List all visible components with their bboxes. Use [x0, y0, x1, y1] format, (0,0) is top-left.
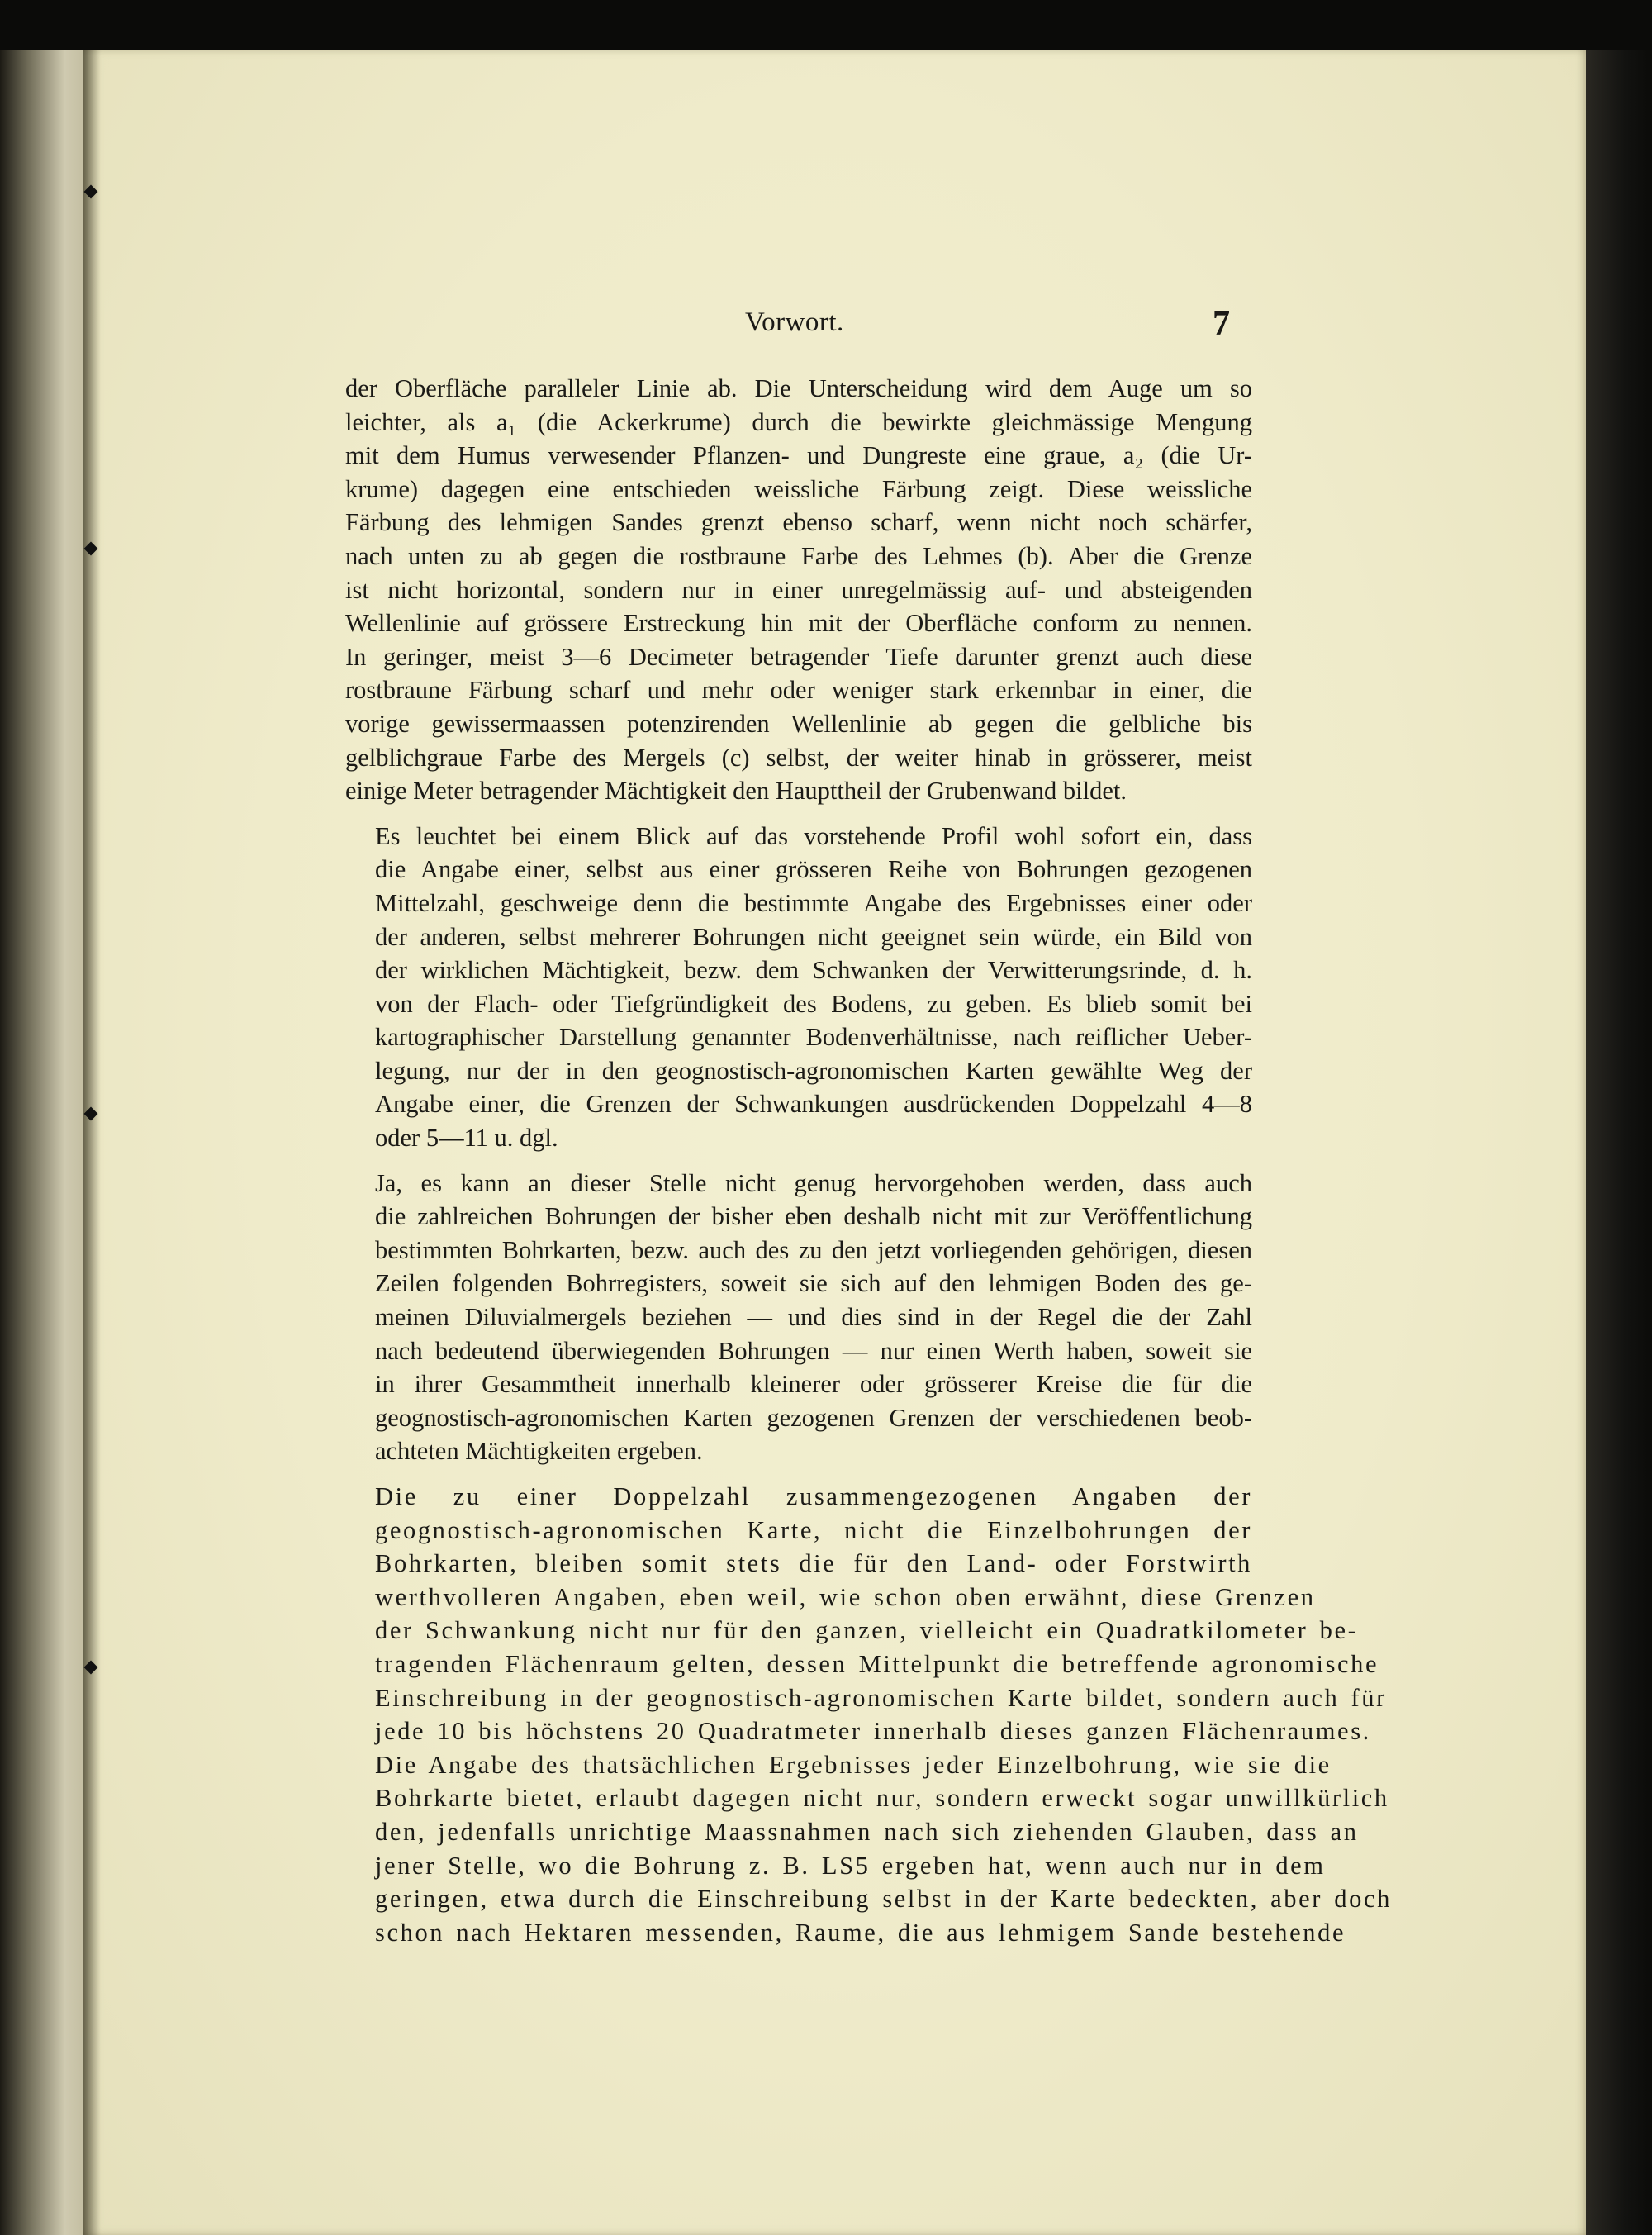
text-line: einige Meter betragender Mächtigkeit den Haupttheil der Grubenwand bildet.	[345, 777, 1127, 806]
text-line: die zahlreichen Bohrungen der bisher eben deshalb nicht mit zur Veröffentlichung	[375, 1202, 1252, 1231]
body-text	[345, 372, 1392, 1961]
text-line: vorige gewissermaassen potenzirenden Wellenlinie ab gegen die gelbliche bis	[345, 709, 1252, 738]
text-line: oder 5—11 u. dgl.	[375, 1124, 558, 1153]
book-cover-edge	[1586, 50, 1652, 2235]
text-line: jener Stelle, wo die Bohrung z. B. LS5 ergeben hat, wenn auch nur in dem	[375, 1851, 1326, 1880]
text-line: Ja, es kann an dieser Stelle nicht genug hervorgehoben werden, dass auch	[375, 1168, 1252, 1197]
paragraph	[345, 1480, 1392, 1949]
text-line: nach bedeutend überwiegenden Bohrungen — nur einen Werth haben, soweit sie	[375, 1336, 1252, 1365]
text-line: schon nach Hektaren messenden, Raume, die aus lehmigem Sande bestehende	[375, 1918, 1346, 1947]
gutter-shadow	[83, 50, 101, 2235]
text-line: nach unten zu ab gegen die rostbraune Farbe des Lehmes (b). Aber die Grenze	[345, 541, 1252, 570]
text-line: jede 10 bis höchstens 20 Quadratmeter innerhalb dieses ganzen Flächenraumes.	[375, 1717, 1371, 1746]
paragraph	[345, 1167, 1252, 1468]
page-header	[347, 304, 1256, 354]
text-line: bestimmten Bohrkarten, bezw. auch des zu den jetzt vorliegenden gehörigen, diesen	[375, 1235, 1252, 1264]
text-line: In geringer, meist 3—6 Decimeter betragender Tiefe darunter grenzt auch diese	[345, 642, 1252, 671]
text-line: leichter, als a₁ (die Ackerkrume) durch die bewirkte gleichmässige Mengung	[345, 407, 1252, 436]
text-line: Färbung des lehmigen Sandes grenzt ebenso scharf, wenn nicht noch schärfer,	[345, 508, 1252, 537]
text-line: gelblichgraue Farbe des Mergels (c) selbst, der weiter hinab in grösserer, meist	[345, 743, 1252, 772]
text-line: Einschreibung in der geognostisch-agronomischen Karte bildet, sondern auch für	[375, 1683, 1387, 1712]
text-line: Die zu einer Doppelzahl zusammengezogenen Angaben der	[375, 1482, 1252, 1510]
text-line: der Oberfläche paralleler Linie ab. Die Unterscheidung wird dem Auge um so	[345, 374, 1252, 402]
text-line: geringen, etwa durch die Einschreibung selbst in der Karte bedeckten, aber doch	[375, 1885, 1392, 1914]
text-line: Angabe einer, die Grenzen der Schwankungen ausdrückenden Doppelzahl 4—8	[375, 1090, 1252, 1119]
text-line: den, jedenfalls unrichtige Maassnahmen nach sich ziehenden Glauben, dass an	[375, 1817, 1359, 1846]
text-line: krume) dagegen eine entschieden weissliche Färbung zeigt. Diese weissliche	[345, 474, 1252, 503]
text-line: Zeilen folgenden Bohrregisters, soweit sie sich auf den lehmigen Boden des ge-	[375, 1269, 1252, 1298]
text-line: tragenden Flächenraum gelten, dessen Mittelpunkt die betreffende agronomische	[375, 1649, 1379, 1678]
paragraph	[345, 372, 1252, 808]
book-spine-edge	[0, 50, 93, 2235]
text-line: achteten Mächtigkeiten ergeben.	[375, 1437, 703, 1466]
page-number: 7	[1213, 305, 1230, 343]
paragraph	[345, 820, 1252, 1155]
text-line: ist nicht horizontal, sondern nur in einer unregelmässig auf- und absteigenden	[345, 575, 1252, 604]
text-line: kartographischer Darstellung genannter Bodenverhältnisse, nach reiflicher Ueber-	[375, 1023, 1252, 1052]
text-line: Die Angabe des thatsächlichen Ergebnisses jeder Einzelbohrung, wie sie die	[375, 1750, 1332, 1779]
text-line: legung, nur der in den geognostisch-agronomischen Karten gewählte Weg der	[375, 1056, 1252, 1085]
text-line: Es leuchtet bei einem Blick auf das vorstehende Profil wohl sofort ein, dass	[375, 821, 1252, 850]
text-line: rostbraune Färbung scharf und mehr oder weniger stark erkennbar in einer, die	[345, 676, 1252, 705]
text-line: werthvolleren Angaben, eben weil, wie schon oben erwähnt, diese Grenzen	[375, 1582, 1316, 1611]
text-line: Bohrkarten, bleiben somit stets die für den Land- oder Forstwirth	[375, 1549, 1252, 1578]
text-line: der anderen, selbst mehrerer Bohrungen nicht geeignet sein würde, ein Bild von	[375, 922, 1252, 951]
text-line: geognostisch-agronomischen Karten gezogenen Grenzen der verschiedenen beob-	[375, 1403, 1252, 1432]
text-line: geognostisch-agronomischen Karte, nicht die Einzelbohrungen der	[375, 1515, 1252, 1544]
text-line: die Angabe einer, selbst aus einer grösseren Reihe von Bohrungen gezogenen	[375, 855, 1252, 884]
text-line: in ihrer Gesammtheit innerhalb kleinerer oder grösserer Kreise die für die	[375, 1370, 1252, 1399]
text-line: Bohrkarte bietet, erlaubt dagegen nicht nur, sondern erweckt sogar unwillkürlich	[375, 1784, 1389, 1813]
text-line: mit dem Humus verwesender Pflanzen- und Dungreste eine graue, a₂ (die Ur-	[345, 441, 1252, 470]
running-head: Vorwort.	[745, 307, 844, 337]
text-line: von der Flach- oder Tiefgründigkeit des Bodens, zu geben. Es blieb somit bei	[375, 989, 1252, 1018]
text-line: der Schwankung nicht nur für den ganzen, vielleicht ein Quadratkilometer be-	[375, 1616, 1359, 1645]
text-line: Mittelzahl, geschweige denn die bestimmte Angabe des Ergebnisses einer oder	[375, 888, 1252, 917]
text-line: der wirklichen Mächtigkeit, bezw. dem Schwanken der Verwitterungsrinde, d. h.	[375, 956, 1252, 985]
text-line: meinen Diluvialmergels beziehen — und dies sind in der Regel die der Zahl	[375, 1303, 1252, 1332]
text-line: Wellenlinie auf grössere Erstreckung hin mit der Oberfläche conform zu nennen.	[345, 609, 1252, 638]
